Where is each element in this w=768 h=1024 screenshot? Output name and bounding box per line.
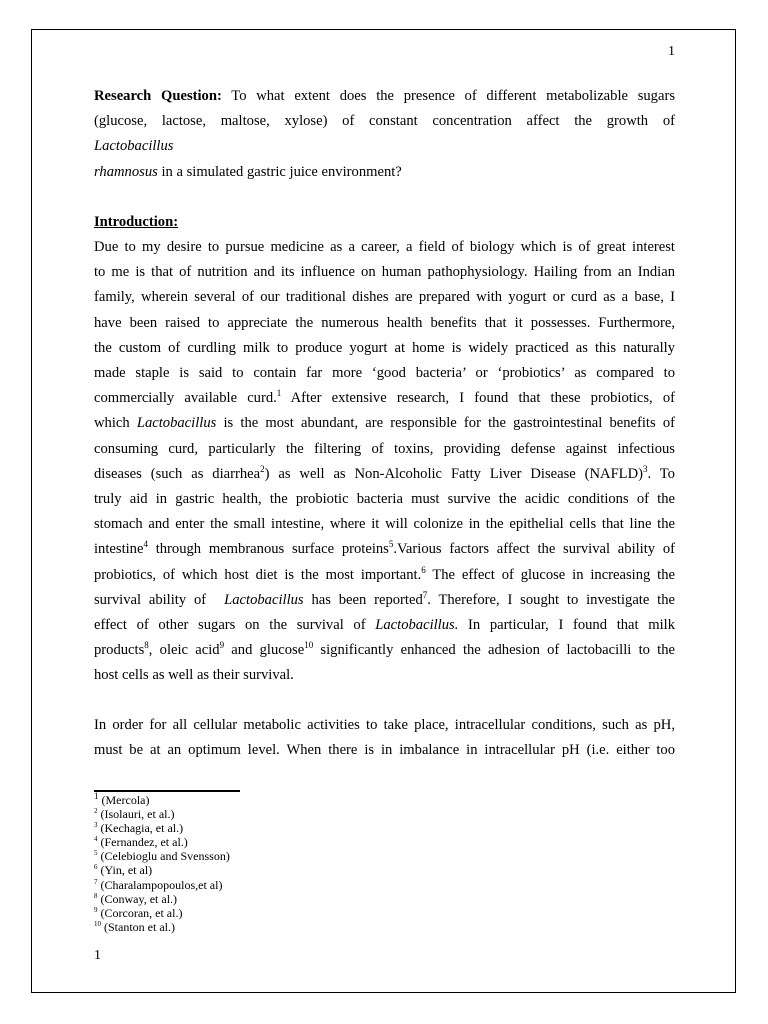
footnote-item: $^8$ (Conway, et al.) — [94, 891, 178, 906]
rq-line: Research Question: To what extent does the presence of different metabolizable sugars — [94, 88, 675, 104]
footnote-ref: 10 — [304, 640, 314, 651]
footnote-item: $^{10}$ (Stanton et al.) — [94, 919, 175, 934]
footnote-item: $^2$ (Isolauri, et al.) — [94, 807, 175, 822]
intro-line: which Lactobacillus is the most abundant, are responsible for the gastrointestinal benefits of — [94, 415, 675, 432]
footnote-item: $^1$ (Mercola) — [94, 791, 150, 807]
footnote-ref: 3 — [643, 463, 648, 474]
rq-line: (glucose, lactose, maltose, xylose) of constant concentration affect the growth of — [94, 113, 675, 130]
footnote-ref: 8 — [144, 640, 149, 651]
footnote-ref: 4 — [143, 539, 148, 550]
footnote-item: $^4$ (Fernandez, et al.) — [94, 835, 188, 850]
footnote-ref: 6 — [421, 564, 426, 575]
intro-line: Due to my desire to pursue medicine as a career, a field of biology which is of great interest — [94, 239, 675, 255]
intro-line: effect of other sugars on the survival of Lactobacillus. In particular, I found that milk — [94, 617, 675, 634]
intro-line: the custom of curdling milk to produce yogurt at home is widely practiced as this naturally — [94, 339, 675, 356]
para2-line: must be at an optimum level. When there is in imbalance in intracellular pH (i.e. either too — [94, 742, 675, 759]
footnote-separator — [94, 790, 240, 792]
footnote-ref: 7 — [422, 589, 428, 600]
document-page — [31, 29, 736, 993]
footnote-item: $^3$ (Kechagia, et al.) — [94, 821, 184, 836]
footnote-ref: 5 — [388, 539, 394, 550]
intro-line: products$^8$, oleic acid$^9$ and glucose$^{10}$ significantly enhanced the adhesion of lactobacilli to the — [94, 640, 675, 659]
intro-line: diseases (such as diarrhea$^2$) as well as Non-Alcoholic Fatty Liver Disease (NAFLD)$^3$. To — [94, 463, 675, 482]
rq-line: rhamnosus in a simulated gastric juice environment? — [94, 163, 402, 180]
body-paragraph-2 — [94, 713, 675, 763]
intro-line: commercially available curd.$^1$ After extensive research, I found that these probiotics, of — [94, 388, 675, 407]
footnote-ref: 9 — [219, 640, 225, 651]
intro-line: made staple is said to contain far more ‘good bacteria’ or ‘probiotics’ as compared to — [94, 365, 675, 382]
introduction-heading: Introduction: — [94, 214, 179, 230]
rq-line: Lactobacillus — [94, 138, 174, 155]
intro-line: host cells as well as their survival. — [94, 667, 294, 684]
rq-label: Research Question: — [94, 88, 222, 104]
page-number-top: 1 — [668, 44, 675, 59]
footnote-item: $^7$ (Charalampopoulos,et al) — [94, 877, 223, 892]
footnotes — [94, 793, 230, 934]
page-number-bottom: 1 — [94, 948, 101, 963]
intro-line: truly aid in gastric health, the probiotic bacteria must survive the acidic conditions of the — [94, 491, 675, 508]
intro-line: family, wherein several of our traditional dishes are prepared with yogurt or curd as a base, I — [94, 289, 675, 306]
intro-line: to me is that of nutrition and its influence on human pathophysiology. Hailing from an Indian — [94, 264, 675, 281]
intro-line: survival ability of Lactobacillus has been reported$^7$. Therefore, I sought to investigate the — [94, 589, 675, 608]
intro-line: have been raised to appreciate the numerous health benefits that it possesses. Furthermore, — [94, 314, 675, 331]
footnote-item: $^5$ (Celebioglu and Svensson) — [94, 849, 230, 864]
footnote-item: $^9$ (Corcoran, et al.) — [94, 905, 183, 920]
footnote-ref: 2 — [260, 463, 265, 474]
intro-line: consuming curd, particularly the filtering of toxins, providing defense against infectious — [94, 440, 675, 457]
research-question — [94, 84, 675, 185]
footnote-item: $^6$ (Yin, et al) — [94, 863, 153, 878]
intro-line: intestine$^4$ through membranous surface proteins$^5$.Various factors affect the survival ability of — [94, 539, 675, 558]
intro-line: stomach and enter the small intestine, where it will colonize in the epithelial cells that line the — [94, 516, 675, 533]
introduction-paragraph — [94, 235, 675, 689]
intro-line: probiotics, of which host diet is the most important.$^6$ The effect of glucose in increasing the — [94, 564, 676, 583]
footnote-ref: 1 — [276, 388, 282, 399]
para2-line: In order for all cellular metabolic activities to take place, intracellular conditions, such as pH, — [94, 717, 675, 733]
